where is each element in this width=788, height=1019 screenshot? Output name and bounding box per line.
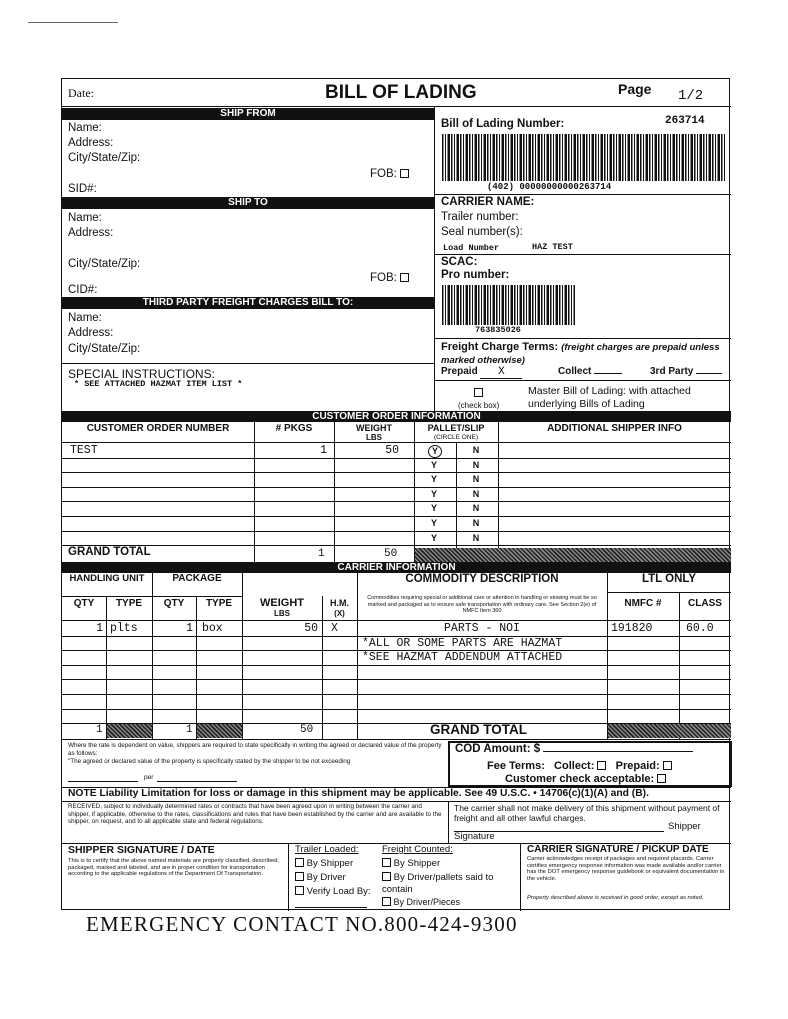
fc-by-shipper: By Shipper: [382, 858, 440, 869]
ltl-only-header: LTL ONLY: [641, 573, 697, 585]
page-label: Page: [618, 81, 652, 97]
fob-checkbox[interactable]: [400, 169, 409, 178]
customer-grand-total: GRAND TOTAL: [68, 546, 151, 558]
trailer-shipper-checkbox[interactable]: [295, 858, 304, 867]
total-pk-qty: 1: [186, 724, 193, 736]
pro-number-label: Pro number:: [441, 269, 510, 281]
commodity-desc: *SEE HAZMAT ADDENDUM ATTACHED: [362, 651, 563, 665]
trailer-loaded-label: Trailer Loaded:: [295, 844, 359, 855]
pk-type-header: TYPE: [205, 598, 233, 609]
hu-type-header: TYPE: [115, 598, 143, 609]
carrier-info-row: [62, 621, 731, 637]
bol-barcode-text: (402) 00000000000263714: [487, 182, 612, 192]
ship-to-city: City/State/Zip:: [68, 258, 141, 270]
customer-order-row: [62, 458, 731, 474]
fob-to-checkbox[interactable]: [400, 273, 409, 282]
scac-label: SCAC:: [441, 256, 478, 268]
carrier-delivery-text: The carrier shall not make delivery of this shipment without payment of freight and all other lawful charges.: [454, 803, 720, 823]
scan-mark: [28, 22, 118, 23]
shipper-certify-text: This is to certify that the above named materials are properly classified, described, packaged, marked and labeled, and are in proper condition for transportation according to the applicable regulations of the Department Of Transportation.: [68, 858, 280, 877]
bol-number-label: Bill of Lading Number:: [441, 118, 565, 130]
third-party-terms-label: 3rd Party: [650, 366, 722, 377]
cod-amount: COD Amount: $: [455, 743, 693, 755]
load-number-value: HAZ TEST: [532, 242, 573, 252]
customer-total-pkgs: 1: [318, 548, 325, 560]
customer-order-row: [62, 443, 731, 459]
commodity-note: Commodities requiring special or additional care or attention in handling or stowing must be so marked and packaged as to ensure safe transportation with ordinary care. See Section 2(e) of NMFC Item 360: [367, 595, 597, 614]
pallet-no[interactable]: N: [472, 474, 480, 485]
ship-to-cid: CID#:: [68, 284, 98, 296]
signature-label: Signature: [454, 831, 495, 842]
customer-order-row: [62, 531, 731, 547]
customer-order-row: [62, 501, 731, 517]
customer-order-bar: CUSTOMER ORDER INFORMATION: [62, 411, 731, 422]
verify-load: Verify Load By:: [295, 886, 371, 897]
trailer-number-label: Trailer number:: [441, 211, 519, 223]
fee-collect-checkbox[interactable]: [597, 761, 606, 770]
fc-driver-checkbox[interactable]: [382, 872, 391, 881]
nmfc-value: 191820: [611, 622, 653, 635]
freight-terms-label: Freight Charge Terms: (freight charges are prepaid unless marked otherwise): [441, 341, 720, 366]
received-text: RECEIVED, subject to individually determined rates or contracts that have been agreed upon in writing between the carrier and shipper, if applicable, otherwise to the rates, classifications and rules that have been established by the carrier and are available to the shipper, on request, and to all applicable state and federal regulations.: [68, 803, 442, 825]
check-box-label: (check box): [458, 401, 500, 410]
weight-lbs-header: LBS: [274, 609, 290, 618]
fee-terms: Fee Terms: Collect: Prepaid:: [487, 760, 672, 772]
col-circle: (CIRCLE ONE): [433, 434, 479, 441]
hu-qty: 1: [96, 622, 103, 635]
col-customer-order: CUSTOMER ORDER NUMBER: [86, 423, 230, 434]
pallet-no[interactable]: N: [472, 503, 480, 514]
pk-qty: 1: [186, 622, 193, 635]
page-title: BILL OF LADING: [325, 82, 477, 103]
carrier-info-bar: CARRIER INFORMATION: [62, 562, 731, 573]
hu-type: plts: [110, 622, 138, 635]
col-pkgs: # PKGS: [275, 423, 313, 434]
bill-of-lading-form: [61, 78, 730, 910]
total-weight: 50: [300, 724, 314, 736]
fc-shipper-checkbox[interactable]: [382, 858, 391, 867]
customer-order-row: [62, 487, 731, 503]
nmfc-header: NMFC #: [624, 598, 662, 609]
fc-by-driver: By Driver/pallets said to contain: [382, 872, 494, 895]
commodity-desc: PARTS - NOI: [444, 622, 520, 635]
third-party-bar: THIRD PARTY FREIGHT CHARGES BILL TO:: [62, 297, 434, 309]
emergency-contact: EMERGENCY CONTACT NO.800-424-9300: [86, 912, 518, 936]
hatch-pk-type: [197, 723, 242, 738]
ship-from-address: Address:: [68, 137, 114, 149]
carrier-signature-header: CARRIER SIGNATURE / PICKUP DATE: [527, 844, 709, 855]
pallet-yes[interactable]: Y: [430, 518, 437, 528]
value-text-1: Where the rate is dependent on value, shippers are required to state specifically in writing the agreed or declared value of the property as follows:: [68, 742, 442, 757]
carrier-ack-text: Carrier acknowledges receipt of packages and required placards. Carrier certifies emergency response information was made available and/or carrier has the DOT emergency response guidebook or equivalent documentation in the vehicle.: [527, 856, 725, 882]
pro-barcode-text: 763835026: [475, 325, 521, 335]
ship-from-bar: SHIP FROM: [62, 108, 434, 120]
third-party-address: Address:: [68, 327, 114, 339]
trailer-by-shipper: By Shipper: [295, 858, 353, 869]
col-lbs: LBS: [366, 433, 382, 442]
customer-order-row: [62, 516, 731, 532]
commodity-header: COMMODITY DESCRIPTION: [405, 573, 559, 585]
collect-label: Collect: [558, 366, 622, 377]
verify-load-checkbox[interactable]: [295, 886, 304, 895]
shipper-signature-header: SHIPPER SIGNATURE / DATE: [68, 844, 215, 856]
handling-unit-header: HANDLING UNIT: [69, 573, 145, 584]
order-pkgs: 1: [320, 444, 327, 457]
carrier-info-row: [62, 694, 731, 710]
trailer-driver-checkbox[interactable]: [295, 872, 304, 881]
carrier-name-label: CARRIER NAME:: [441, 196, 535, 208]
ship-from-name: Name:: [68, 122, 102, 134]
hatch-pallet-total: [415, 548, 731, 562]
carrier-info-row: [62, 650, 731, 666]
carrier-grand-total: GRAND TOTAL: [430, 722, 527, 737]
carrier-info-row: [62, 679, 731, 695]
customer-total-weight: 50: [384, 548, 398, 560]
load-number-label: Load Number: [443, 243, 500, 253]
value-per: per: [144, 774, 154, 781]
pallet-no[interactable]: N: [472, 518, 480, 528]
fc-by-pieces: By Driver/Pieces: [382, 897, 460, 907]
date-label: Date:: [68, 86, 94, 100]
package-header: PACKAGE: [172, 573, 222, 584]
class-value: 60.0: [686, 622, 714, 635]
pallet-yes[interactable]: Y: [428, 445, 442, 458]
pallet-no[interactable]: N: [472, 488, 480, 499]
prepaid-label: Prepaid X: [441, 366, 522, 379]
customer-order-row: [62, 472, 731, 488]
hm-mark: X: [331, 622, 338, 635]
pk-type: box: [202, 622, 223, 635]
pallet-no[interactable]: N: [472, 459, 480, 470]
hatch-ltl-total: [608, 723, 731, 738]
hatch-hu-type: [107, 723, 152, 738]
class-header: CLASS: [688, 598, 722, 609]
ship-to-address: Address:: [68, 227, 114, 239]
carrier-info-row: [62, 709, 731, 725]
pallet-no[interactable]: N: [472, 445, 480, 455]
weight: 50: [304, 622, 318, 635]
bol-number: 263714: [665, 115, 705, 127]
bol-barcode: [442, 134, 725, 181]
fee-prepaid-checkbox[interactable]: [663, 761, 672, 770]
page-value: 1/2: [678, 88, 704, 104]
weight-header: WEIGHT: [260, 597, 304, 609]
total-hu-qty: 1: [96, 724, 103, 736]
carrier-info-row: [62, 636, 731, 652]
hu-qty-header: QTY: [73, 598, 95, 609]
third-party-city: City/State/Zip:: [68, 343, 141, 355]
pk-qty-header: QTY: [163, 598, 185, 609]
master-bol-checkbox[interactable]: [474, 388, 483, 397]
col-weight: WEIGHT: [356, 423, 392, 433]
liability-note: NOTE Liability Limitation for loss or damage in this shipment may be applicable. See 49 U.S.C. • 14706(c)(1)(A) and (B).: [68, 788, 649, 799]
special-instructions-label: SPECIAL INSTRUCTIONS:: [68, 367, 215, 381]
ship-to-name: Name:: [68, 212, 102, 224]
col-additional: ADDITIONAL SHIPPER INFO: [547, 423, 682, 434]
shipper-label: Shipper: [668, 821, 701, 832]
ship-from-fob: FOB:: [370, 168, 409, 180]
pallet-yes[interactable]: Y: [430, 488, 437, 499]
pallet-yes[interactable]: Y: [430, 459, 437, 470]
freight-counted-label: Freight Counted:: [382, 844, 453, 855]
pallet-yes[interactable]: Y: [430, 503, 437, 514]
ship-from-city: City/State/Zip:: [68, 152, 141, 164]
pallet-yes[interactable]: Y: [430, 532, 437, 543]
master-bol-text: Master Bill of Lading: with attached underlying Bills of Lading: [528, 385, 691, 410]
ship-to-bar: SHIP TO: [62, 197, 434, 209]
commodity-desc: *ALL OR SOME PARTS ARE HAZMAT: [362, 636, 563, 650]
hm-x-header: (X): [334, 609, 345, 618]
prepaid-mark[interactable]: X: [480, 366, 522, 379]
special-instructions-text: * SEE ATTACHED HAZMAT ITEM LIST *: [74, 379, 243, 389]
hm-header: H.M.: [330, 598, 349, 608]
seal-number-label: Seal number(s):: [441, 226, 523, 238]
fc-pieces-checkbox[interactable]: [382, 897, 391, 906]
ship-from-sid: SID#:: [68, 183, 97, 195]
customer-check: Customer check acceptable:: [505, 773, 666, 785]
carrier-info-row: [62, 665, 731, 681]
order-weight: 50: [385, 444, 399, 457]
col-pallet: PALLET/SLIP: [427, 423, 485, 433]
pro-barcode: [442, 285, 575, 325]
ship-to-fob: FOB:: [370, 272, 409, 284]
order-number: TEST: [70, 444, 98, 457]
third-party-name: Name:: [68, 312, 102, 324]
property-text: Property described above is received in good order, except as noted.: [527, 895, 704, 901]
value-text-2: "The agreed or declared value of the property is specifically stated by the shipper to be not exceeding: [68, 758, 351, 765]
pallet-no[interactable]: N: [472, 532, 480, 543]
trailer-by-driver: By Driver: [295, 872, 346, 883]
pallet-yes[interactable]: Y: [430, 474, 437, 485]
customer-check-checkbox[interactable]: [657, 774, 666, 783]
